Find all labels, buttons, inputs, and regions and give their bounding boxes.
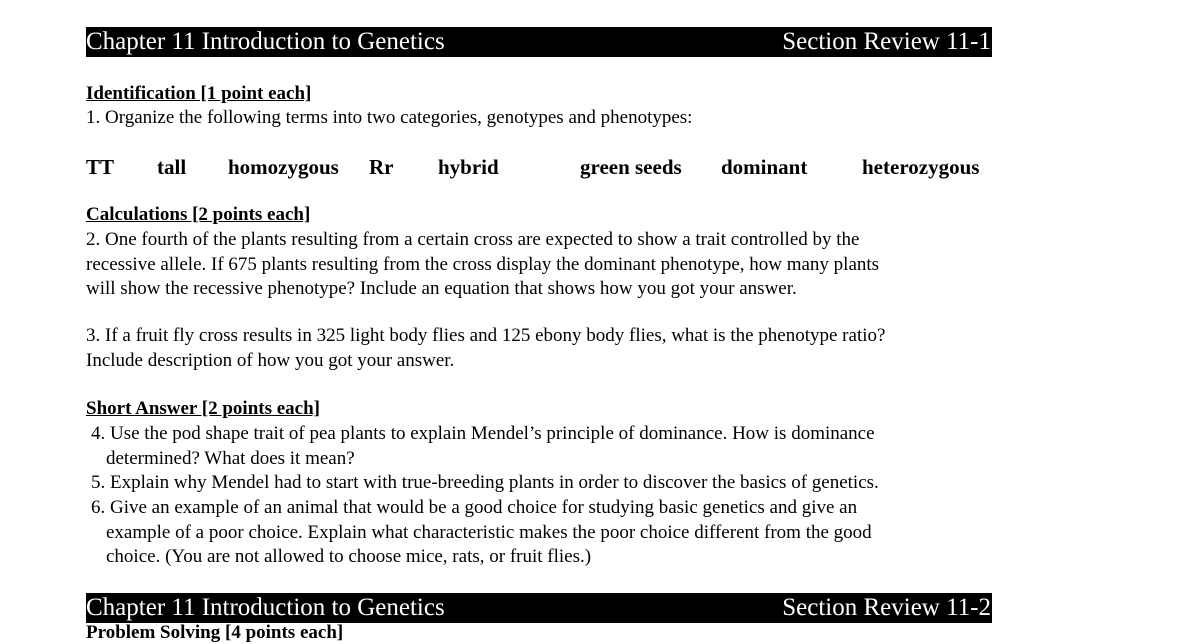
question-3 xyxy=(86,324,885,373)
section-review-label: Section Review 11-1 xyxy=(782,28,991,55)
term-item: Rr xyxy=(369,155,394,179)
term-item: TT xyxy=(86,155,115,179)
identification-heading: Identification [1 point each] xyxy=(86,83,312,104)
section-header-bar xyxy=(86,593,992,623)
question-line: 3. If a fruit fly cross results in 325 light body flies and 125 ebony body flies, what is the phenotype ratio? xyxy=(86,325,886,346)
question-line: will show the recessive phenotype? Include an equation that shows how you got your answer. xyxy=(86,278,797,299)
chapter-title: Chapter 11 Introduction to Genetics xyxy=(86,594,445,621)
next-section-heading: Problem Solving [4 points each] xyxy=(86,622,344,643)
question-line: example of a poor choice. Explain what characteristic makes the poor choice different from the good xyxy=(106,521,872,543)
question-line: 5. Explain why Mendel had to start with true-breeding plants in order to discover the basics of genetics. xyxy=(91,472,879,493)
question-1: 1. Organize the following terms into two categories, genotypes and phenotypes: xyxy=(86,107,693,128)
question-line: 6. Give an example of an animal that would be a good choice for studying basic genetics and give an xyxy=(91,497,858,518)
term-list xyxy=(0,153,1200,181)
question-line: Include description of how you got your answer. xyxy=(86,349,455,371)
chapter-title: Chapter 11 Introduction to Genetics xyxy=(86,28,445,55)
question-line: recessive allele. If 675 plants resulting from the cross display the dominant phenotype, how many plants xyxy=(86,253,880,275)
question-4 xyxy=(91,422,875,471)
question-5 xyxy=(91,471,879,496)
question-2 xyxy=(86,228,879,302)
term-item: tall xyxy=(157,155,187,179)
section-review-label: Section Review 11-2 xyxy=(782,594,991,621)
short-answer-heading: Short Answer [2 points each] xyxy=(86,398,320,419)
question-line: 2. One fourth of the plants resulting from a certain cross are expected to show a trait controlled by the xyxy=(86,229,860,250)
question-line: determined? What does it mean? xyxy=(106,447,355,469)
term-item: heterozygous xyxy=(862,155,980,179)
section-header-bar xyxy=(86,27,992,57)
term-item: green seeds xyxy=(580,155,682,179)
question-line: 4. Use the pod shape trait of pea plants to explain Mendel’s principle of dominance. How is dominance xyxy=(91,423,875,444)
calculations-heading: Calculations [2 points each] xyxy=(86,204,311,225)
term-item: hybrid xyxy=(438,155,499,179)
term-item: homozygous xyxy=(228,155,339,179)
term-item: dominant xyxy=(721,155,808,179)
question-6 xyxy=(91,496,872,570)
question-line: choice. (You are not allowed to choose mice, rats, or fruit flies.) xyxy=(106,546,592,567)
